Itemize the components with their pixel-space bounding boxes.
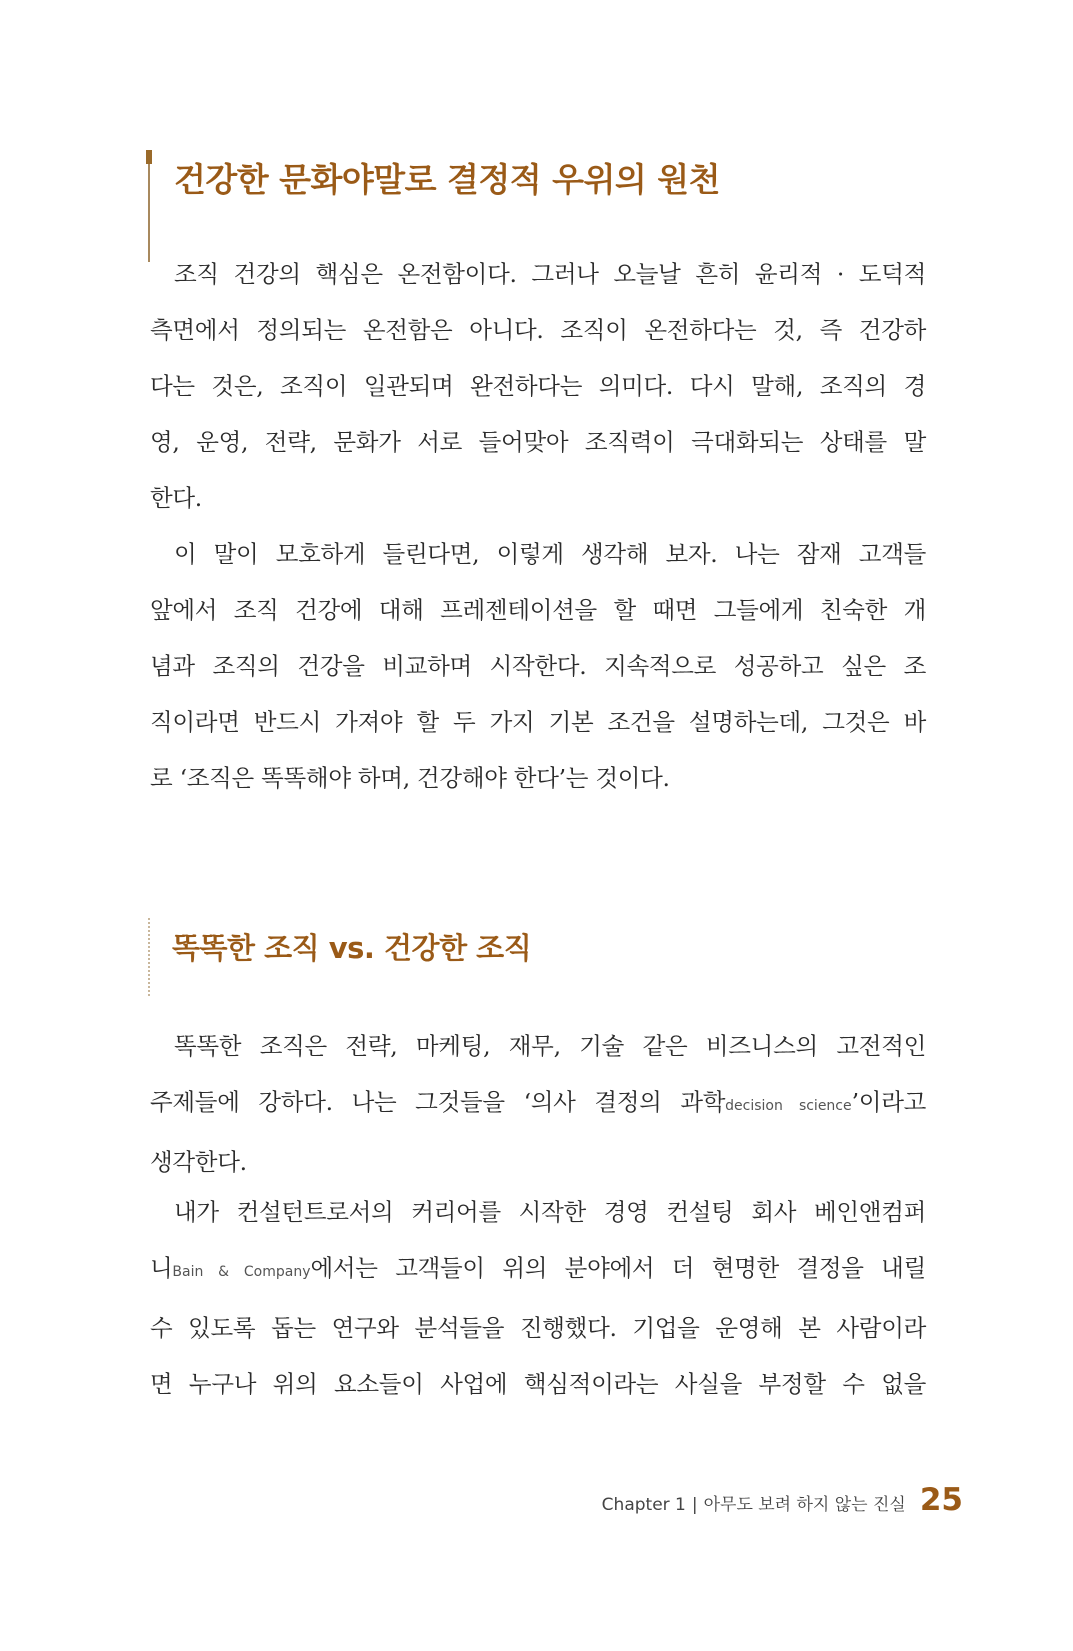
text-fragment: 니 bbox=[150, 1254, 173, 1282]
body-paragraph bbox=[150, 526, 926, 806]
text-line: 수 있도록 돕는 연구와 분석들을 진행했다. 기업을 운영해 본 사람이라 bbox=[150, 1314, 926, 1342]
text-line: 조직 건강의 핵심은 온전함이다. 그러나 오늘날 흔히 윤리적 · 도덕적 bbox=[174, 260, 926, 288]
text-fragment: ’이라고 bbox=[851, 1088, 926, 1116]
english-term: decision science bbox=[725, 1098, 852, 1114]
footer-separator: | bbox=[691, 1495, 698, 1515]
text-line: 다는 것은, 조직이 일관되며 완전하다는 의미다. 다시 말해, 조직의 경 bbox=[150, 372, 926, 400]
footer-chapter-title: 아무도 보려 하지 않는 진실 bbox=[703, 1495, 906, 1515]
text-fragment: 에서는 고객들이 위의 분야에서 더 현명한 결정을 내릴 bbox=[310, 1254, 926, 1282]
page-footer bbox=[602, 1482, 963, 1522]
text-fragment: 주제들에 강하다. 나는 그것들을 ‘의사 결정의 과학 bbox=[150, 1088, 726, 1116]
body-paragraph bbox=[150, 1184, 926, 1412]
section-heading-text: 똑똑한 조직 vs. 건강한 조직 bbox=[172, 931, 532, 965]
text-line: 한다. bbox=[150, 484, 202, 512]
english-term: Bain & Company bbox=[172, 1264, 311, 1280]
text-line: 직이라면 반드시 가져야 할 두 가지 기본 조건을 설명하는데, 그것은 바 bbox=[150, 708, 926, 736]
footer-chapter: Chapter 1 bbox=[601, 1495, 686, 1515]
section-heading-text: 건강한 문화야말로 결정적 우위의 원천 bbox=[174, 160, 721, 199]
text-line bbox=[150, 1074, 926, 1134]
text-line: 념과 조직의 건강을 비교하며 시작한다. 지속적으로 성공하고 싶은 조 bbox=[150, 652, 926, 680]
text-line: 영, 운영, 전략, 문화가 서로 들어맞아 조직력이 극대화되는 상태를 말 bbox=[150, 428, 926, 456]
text-line: 측면에서 정의되는 온전함은 아니다. 조직이 온전하다는 것, 즉 건강하 bbox=[150, 316, 926, 344]
body-paragraph bbox=[150, 1018, 926, 1190]
heading-rule-cap bbox=[146, 150, 152, 164]
text-line bbox=[150, 1240, 926, 1300]
text-line: 로 ‘조직은 똑똑해야 하며, 건강해야 한다’는 것이다. bbox=[150, 764, 670, 792]
page-number: 25 bbox=[919, 1482, 963, 1518]
text-line: 면 누구나 위의 요소들이 사업에 핵심적이라는 사실을 부정할 수 없을 bbox=[150, 1370, 926, 1398]
section-heading-2 bbox=[148, 918, 848, 998]
text-line: 똑똑한 조직은 전략, 마케팅, 재무, 기술 같은 비즈니스의 고전적인 bbox=[174, 1032, 926, 1060]
text-line: 내가 컨설턴트로서의 커리어를 시작한 경영 컨설팅 회사 베인앤컴퍼 bbox=[174, 1198, 926, 1226]
text-line: 앞에서 조직 건강에 대해 프레젠테이션을 할 때면 그들에게 친숙한 개 bbox=[150, 596, 926, 624]
text-line: 이 말이 모호하게 들린다면, 이렇게 생각해 보자. 나는 잠재 고객들 bbox=[174, 540, 926, 568]
text-line: 생각한다. bbox=[150, 1148, 247, 1176]
heading-dotted-rule bbox=[148, 918, 150, 996]
body-paragraph bbox=[150, 246, 926, 526]
